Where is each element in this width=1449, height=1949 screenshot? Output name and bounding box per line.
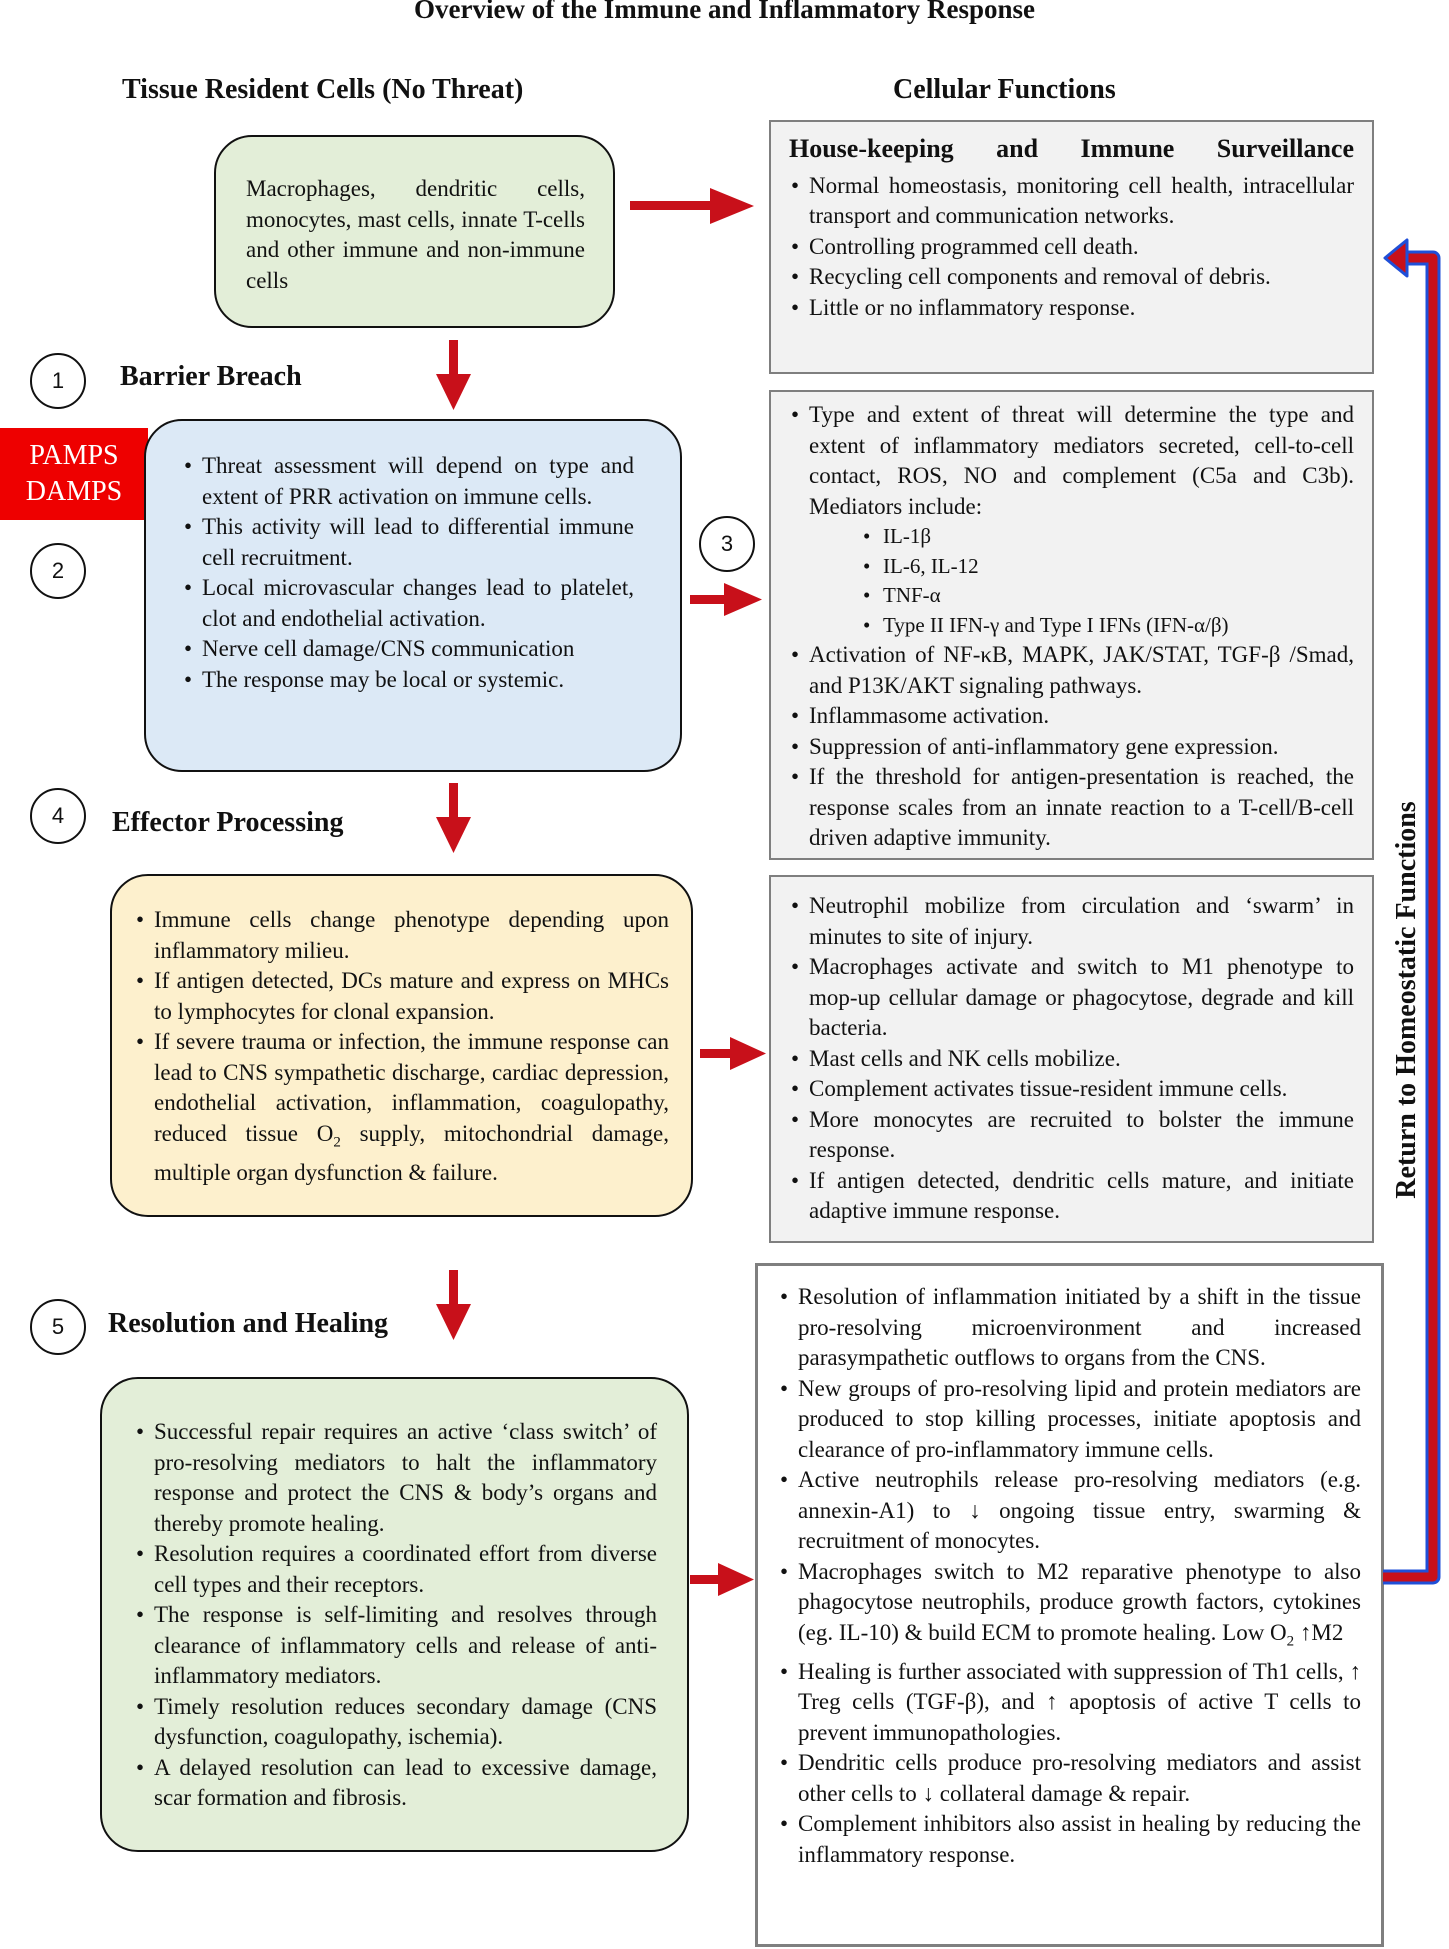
arrow-right-resident xyxy=(630,186,755,226)
list-item: • This activity will lead to differential immune cell recruitment. xyxy=(182,512,634,573)
return-to-homeostatic-label: Return to Homeostatic Functions xyxy=(1391,801,1422,1199)
list-item: • Resolution requires a coordinated effort from diverse cell types and their receptors. xyxy=(134,1539,657,1600)
list-item: • Successful repair requires an active ‘class switch’ of pro-resolving mediators to halt the inflammatory response and protect the CNS & body’s organs and thereby promote healing. xyxy=(134,1417,657,1539)
list-item: • Inflammasome activation. xyxy=(789,701,1354,732)
housekeeping-list xyxy=(789,171,1354,324)
stage-3-circle: 3 xyxy=(699,516,755,572)
left-column-heading: Tissue Resident Cells (No Threat) xyxy=(122,74,524,105)
right-column-heading: Cellular Functions xyxy=(893,74,1116,105)
list-item: • Immune cells change phenotype depending upon inflammatory milieu. xyxy=(134,905,669,966)
list-item: • Local microvascular changes lead to platelet, clot and endothelial activation. xyxy=(182,573,634,634)
list-item: • Recycling cell components and removal of debris. xyxy=(789,262,1354,293)
stage-1-circle: 1 xyxy=(30,353,86,409)
list-item: • Active neutrophils release pro-resolving mediators (e.g. annexin-A1) to ↓ ongoing tissue entry, swarming & recruitment of monocytes. xyxy=(778,1465,1361,1557)
list-item: • Neutrophil mobilize from circulation and ‘swarm’ in minutes to site of injury. xyxy=(789,891,1354,952)
healing-functions-box xyxy=(755,1263,1384,1947)
effector-processing-box xyxy=(110,874,693,1217)
resolution-healing-box xyxy=(100,1377,689,1852)
list-item: • If antigen detected, DCs mature and express on MHCs to lymphocytes for clonal expansion. xyxy=(134,966,669,1027)
housekeeping-title: House-keeping and Immune Surveillance xyxy=(789,134,1354,163)
list-item: • More monocytes are recruited to bolster the immune response. xyxy=(789,1105,1354,1166)
list-item: • Normal homeostasis, monitoring cell health, intracellular transport and communication networks. xyxy=(789,171,1354,232)
resolution-healing-list xyxy=(134,1417,657,1814)
list-item: • Type and extent of threat will determine the type and extent of inflammatory mediators secreted, cell-to-cell contact, ROS, NO and complement (C5a and C3b). Mediators include: xyxy=(789,400,1354,522)
list-item: • Complement inhibitors also assist in healing by reducing the inflammatory response. xyxy=(778,1809,1361,1870)
list-item: • The response may be local or systemic. xyxy=(182,665,634,696)
mediator-item: • Type II IFN-γ and Type I IFNs (IFN-α/β) xyxy=(861,611,1354,641)
list-item: • Timely resolution reduces secondary damage (CNS dysfunction, coagulopathy, ischemia). xyxy=(134,1692,657,1753)
mediator-item: • IL-1β xyxy=(861,522,1354,552)
housekeeping-box xyxy=(769,120,1374,374)
list-item: • Nerve cell damage/CNS communication xyxy=(182,634,634,665)
list-item: • The response is self-limiting and resolves through clearance of inflammatory cells and release of anti-inflammatory mediators. xyxy=(134,1600,657,1692)
resident-cells-text: Macrophages, dendritic cells, monocytes, mast cells, innate T-cells and other immune and non-immune cells xyxy=(246,176,585,293)
arrow-down-breach xyxy=(436,340,472,410)
list-item: • Resolution of inflammation initiated by a shift in the tissue pro-resolving microenvironment and increased parasympathetic outflows to organs from the CNS. xyxy=(778,1282,1361,1374)
list-item: • Suppression of anti-inflammatory gene expression. xyxy=(789,732,1354,763)
stage-4-label: Effector Processing xyxy=(112,807,344,838)
list-item: • Mast cells and NK cells mobilize. xyxy=(789,1044,1354,1075)
list-item: • Threat assessment will depend on type and extent of PRR activation on immune cells. xyxy=(182,451,634,512)
threat-response-box xyxy=(769,390,1374,860)
mediator-item: • TNF-α xyxy=(861,581,1354,611)
threat-response-list-continued xyxy=(789,640,1354,854)
stage-5-label: Resolution and Healing xyxy=(108,1308,389,1339)
threat-response-list xyxy=(789,400,1354,522)
list-item: • A delayed resolution can lead to excessive damage, scar formation and fibrosis. xyxy=(134,1753,657,1814)
stage-5-circle: 5 xyxy=(30,1299,86,1355)
effector-functions-box xyxy=(769,875,1374,1243)
list-item: • If antigen detected, dendritic cells mature, and initiate adaptive immune response. xyxy=(789,1166,1354,1227)
list-item: • Macrophages activate and switch to M1 phenotype to mop-up cellular damage or phagocytose, degrade and kill bacteria. xyxy=(789,952,1354,1044)
healing-functions-list xyxy=(778,1282,1361,1870)
list-item: • Dendritic cells produce pro-resolving mediators and assist other cells to ↓ collateral damage & repair. xyxy=(778,1748,1361,1809)
effector-processing-list xyxy=(134,905,669,1188)
list-item: • Macrophages switch to M2 reparative phenotype to also phagocytose neutrophils, produce growth factors, cytokines (eg. IL-10) & build ECM to promote healing. Low $O_2$ ↑M2 xyxy=(778,1557,1361,1657)
list-item: • Controlling programmed cell death. xyxy=(789,232,1354,263)
arrow-right-effector xyxy=(700,1037,766,1071)
mediator-item: • IL-6, IL-12 xyxy=(861,552,1354,582)
list-item: • Healing is further associated with suppression of Th1 cells, ↑ Treg cells (TGF-β), and ↑ apoptosis of active T cells to prevent immunopathologies. xyxy=(778,1657,1361,1749)
barrier-breach-list xyxy=(182,451,634,695)
arrow-down-effector xyxy=(436,783,472,853)
barrier-breach-box xyxy=(144,419,682,772)
stage-4-circle: 4 xyxy=(30,788,86,844)
effector-functions-list xyxy=(789,891,1354,1227)
list-item: • New groups of pro-resolving lipid and protein mediators are produced to stop killing processes, initiate apoptosis and clearance of pro-inflammatory immune cells. xyxy=(778,1374,1361,1466)
stage-1-label: Barrier Breach xyxy=(120,361,302,392)
resident-cells-box xyxy=(214,135,615,328)
mediator-list xyxy=(861,522,1354,640)
list-item: • If the threshold for antigen-presentation is reached, the response scales from an innate reaction to a T-cell/B-cell driven adaptive immunity. xyxy=(789,762,1354,854)
arrow-down-resolution xyxy=(436,1270,472,1342)
list-item: • If severe trauma or infection, the immune response can lead to CNS sympathetic discharge, cardiac depression, endothelial activation, inflammation, coagulopathy, reduced tissue $O_2$ supply, mitochondrial damage, multiple organ dysfunction & failure. xyxy=(134,1027,669,1188)
arrow-right-threat xyxy=(690,583,762,617)
list-item: • Complement activates tissue-resident immune cells. xyxy=(789,1074,1354,1105)
arrow-right-healing xyxy=(690,1563,754,1597)
list-item: • Little or no inflammatory response. xyxy=(789,293,1354,324)
list-item: • Activation of NF-κB, MAPK, JAK/STAT, TGF-β /Smad, and P13K/AKT signaling pathways. xyxy=(789,640,1354,701)
pamps-damps-label: PAMPS DAMPS xyxy=(0,428,148,520)
stage-2-circle: 2 xyxy=(30,543,86,599)
diagram-title: Overview of the Immune and Inflammatory Response xyxy=(414,0,1035,24)
